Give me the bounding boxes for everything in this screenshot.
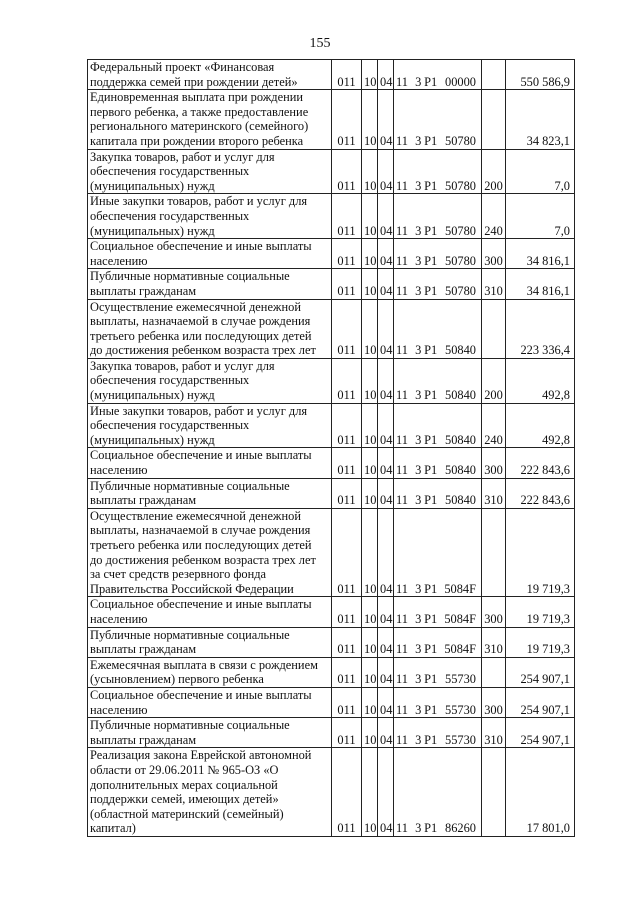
row-name-cell bbox=[88, 627, 332, 657]
row-name-line: за счет средств резервного фонда bbox=[90, 567, 267, 582]
row-name-line: (муниципальных) нужд bbox=[90, 432, 215, 447]
row-name-line: населению bbox=[90, 702, 148, 717]
csr-code bbox=[396, 224, 479, 239]
csr-code bbox=[396, 75, 479, 90]
table-row bbox=[88, 149, 575, 194]
rz-cell: 10 bbox=[362, 597, 378, 627]
csr-part: 11 bbox=[396, 732, 408, 747]
row-name-line: выплаты гражданам bbox=[90, 493, 197, 508]
table-row bbox=[88, 60, 575, 90]
row-name-line: третьего ребенка или последующих детей bbox=[90, 328, 312, 343]
rz-cell: 10 bbox=[362, 508, 378, 597]
csr-cell bbox=[394, 299, 482, 358]
sum-cell: 34 823,1 bbox=[506, 90, 575, 149]
sum-cell: 222 843,6 bbox=[506, 478, 575, 508]
row-name-cell bbox=[88, 90, 332, 149]
csr-part: 11 bbox=[396, 642, 408, 657]
row-name-line: поддержки семей, имеющих детей» bbox=[90, 792, 279, 807]
rz-cell: 10 bbox=[362, 269, 378, 299]
row-name-line: Ежемесячная выплата в связи с рождением bbox=[90, 657, 318, 672]
row-name-line: выплаты, назначаемой в случае рождения bbox=[90, 523, 311, 538]
table-row bbox=[88, 194, 575, 239]
vr-cell: 200 bbox=[482, 358, 506, 403]
table-row bbox=[88, 269, 575, 299]
csr-part: 11 bbox=[396, 672, 408, 687]
vr-cell bbox=[482, 657, 506, 687]
row-name-line: Правительства Российской Федерации bbox=[90, 581, 294, 596]
ved-cell: 011 bbox=[332, 478, 362, 508]
csr-cell bbox=[394, 718, 482, 748]
ved-cell: 011 bbox=[332, 508, 362, 597]
csr-part: P1 bbox=[424, 821, 438, 836]
csr-part: 3 bbox=[415, 463, 422, 478]
rz-cell: 10 bbox=[362, 448, 378, 478]
csr-code bbox=[396, 463, 479, 478]
table-row bbox=[88, 239, 575, 269]
pr-cell: 04 bbox=[378, 597, 394, 627]
sum-cell: 550 586,9 bbox=[506, 60, 575, 90]
csr-part: 86260 bbox=[445, 821, 476, 836]
csr-part: P1 bbox=[424, 463, 438, 478]
csr-part: 50780 bbox=[445, 223, 476, 238]
sum-cell: 222 843,6 bbox=[506, 448, 575, 478]
vr-cell: 300 bbox=[482, 687, 506, 717]
vr-cell: 310 bbox=[482, 478, 506, 508]
row-name-line: Иные закупки товаров, работ и услуг для bbox=[90, 194, 308, 209]
csr-code bbox=[396, 612, 479, 627]
ved-cell: 011 bbox=[332, 149, 362, 194]
ved-cell: 011 bbox=[332, 358, 362, 403]
table-row bbox=[88, 748, 575, 837]
csr-cell bbox=[394, 90, 482, 149]
rz-cell: 10 bbox=[362, 657, 378, 687]
row-name-line: Публичные нормативные социальные bbox=[90, 269, 290, 284]
vr-cell bbox=[482, 508, 506, 597]
row-name-line: до достижения ребенком возраста трех лет bbox=[90, 343, 316, 358]
csr-code bbox=[396, 388, 479, 403]
csr-code bbox=[396, 493, 479, 508]
ved-cell: 011 bbox=[332, 403, 362, 448]
csr-cell bbox=[394, 478, 482, 508]
row-name-cell bbox=[88, 194, 332, 239]
table-row bbox=[88, 90, 575, 149]
csr-part: P1 bbox=[424, 672, 438, 687]
rz-cell: 10 bbox=[362, 478, 378, 508]
row-name-line: Социальное обеспечение и иные выплаты bbox=[90, 597, 312, 612]
ved-cell: 011 bbox=[332, 60, 362, 90]
csr-part: 3 bbox=[415, 493, 422, 508]
row-name-line: населению bbox=[90, 463, 148, 478]
csr-cell bbox=[394, 748, 482, 837]
rz-cell: 10 bbox=[362, 194, 378, 239]
vr-cell: 310 bbox=[482, 718, 506, 748]
sum-cell: 19 719,3 bbox=[506, 597, 575, 627]
row-name-cell bbox=[88, 657, 332, 687]
ved-cell: 011 bbox=[332, 627, 362, 657]
rz-cell: 10 bbox=[362, 718, 378, 748]
vr-cell bbox=[482, 90, 506, 149]
vr-cell bbox=[482, 60, 506, 90]
sum-cell: 492,8 bbox=[506, 403, 575, 448]
csr-part: 3 bbox=[415, 223, 422, 238]
csr-part: 50840 bbox=[445, 388, 476, 403]
ved-cell: 011 bbox=[332, 748, 362, 837]
table-body bbox=[88, 60, 575, 837]
csr-part: 11 bbox=[396, 581, 408, 596]
csr-part: P1 bbox=[424, 493, 438, 508]
row-name-cell bbox=[88, 718, 332, 748]
sum-cell: 19 719,3 bbox=[506, 627, 575, 657]
csr-code bbox=[396, 582, 479, 597]
ved-cell: 011 bbox=[332, 597, 362, 627]
row-name-cell bbox=[88, 299, 332, 358]
csr-part: P1 bbox=[424, 74, 438, 89]
ved-cell: 011 bbox=[332, 239, 362, 269]
ved-cell: 011 bbox=[332, 194, 362, 239]
csr-part: P1 bbox=[424, 611, 438, 626]
row-name-line: капитала при рождении второго ребенка bbox=[90, 133, 304, 148]
pr-cell: 04 bbox=[378, 299, 394, 358]
csr-part: 3 bbox=[415, 702, 422, 717]
csr-part: 50840 bbox=[445, 493, 476, 508]
csr-code bbox=[396, 343, 479, 358]
row-name-cell bbox=[88, 269, 332, 299]
csr-part: 50780 bbox=[445, 133, 476, 148]
csr-part: 11 bbox=[396, 253, 408, 268]
row-name-line: Закупка товаров, работ и услуг для bbox=[90, 358, 275, 373]
csr-cell bbox=[394, 627, 482, 657]
csr-part: 00000 bbox=[445, 74, 476, 89]
row-name-line: (муниципальных) нужд bbox=[90, 223, 215, 238]
csr-part: 55730 bbox=[445, 732, 476, 747]
pr-cell: 04 bbox=[378, 239, 394, 269]
csr-part: 11 bbox=[396, 74, 408, 89]
csr-part: 50780 bbox=[445, 253, 476, 268]
row-name-line: третьего ребенка или последующих детей bbox=[90, 538, 312, 552]
sum-cell: 254 907,1 bbox=[506, 657, 575, 687]
row-name-cell bbox=[88, 239, 332, 269]
sum-cell: 34 816,1 bbox=[506, 239, 575, 269]
vr-cell: 240 bbox=[482, 194, 506, 239]
csr-cell bbox=[394, 194, 482, 239]
pr-cell: 04 bbox=[378, 403, 394, 448]
row-name-line: Публичные нормативные социальные bbox=[90, 718, 290, 733]
row-name-line: Единовременная выплата при рождении bbox=[90, 90, 303, 105]
csr-cell bbox=[394, 597, 482, 627]
row-name-line: капитал) bbox=[90, 821, 136, 836]
csr-part: P1 bbox=[424, 432, 438, 447]
vr-cell: 300 bbox=[482, 239, 506, 269]
csr-part: 55730 bbox=[445, 702, 476, 717]
row-name-line: Социальное обеспечение и иные выплаты bbox=[90, 448, 312, 463]
ved-cell: 011 bbox=[332, 657, 362, 687]
csr-part: 55730 bbox=[445, 672, 476, 687]
csr-code bbox=[396, 284, 479, 299]
table-row bbox=[88, 718, 575, 748]
csr-cell bbox=[394, 403, 482, 448]
table-row bbox=[88, 687, 575, 717]
row-name-line: выплаты гражданам bbox=[90, 283, 197, 298]
pr-cell: 04 bbox=[378, 60, 394, 90]
csr-part: 11 bbox=[396, 432, 408, 447]
csr-part: 50840 bbox=[445, 432, 476, 447]
table-row bbox=[88, 597, 575, 627]
pr-cell: 04 bbox=[378, 358, 394, 403]
sum-cell: 492,8 bbox=[506, 358, 575, 403]
row-name-line: обеспечения государственных bbox=[90, 164, 250, 179]
pr-cell: 04 bbox=[378, 194, 394, 239]
rz-cell: 10 bbox=[362, 149, 378, 194]
row-name-line: Иные закупки товаров, работ и услуг для bbox=[90, 403, 308, 418]
pr-cell: 04 bbox=[378, 687, 394, 717]
row-name-cell bbox=[88, 149, 332, 194]
row-name-line: регионального материнского (семейного) bbox=[90, 119, 309, 134]
table-row bbox=[88, 299, 575, 358]
csr-part: 3 bbox=[415, 133, 422, 148]
csr-part: 11 bbox=[396, 133, 408, 148]
table-row bbox=[88, 448, 575, 478]
csr-part: 50780 bbox=[445, 283, 476, 298]
row-name-line: выплаты гражданам bbox=[90, 732, 197, 747]
csr-cell bbox=[394, 657, 482, 687]
pr-cell: 04 bbox=[378, 718, 394, 748]
pr-cell: 04 bbox=[378, 448, 394, 478]
csr-part: 3 bbox=[415, 611, 422, 626]
row-name-cell bbox=[88, 60, 332, 90]
ved-cell: 011 bbox=[332, 299, 362, 358]
vr-cell: 310 bbox=[482, 269, 506, 299]
csr-part: P1 bbox=[424, 581, 438, 596]
csr-part: 3 bbox=[415, 732, 422, 747]
csr-part: 11 bbox=[396, 611, 408, 626]
csr-part: P1 bbox=[424, 223, 438, 238]
rz-cell: 10 bbox=[362, 627, 378, 657]
pr-cell: 04 bbox=[378, 508, 394, 597]
csr-part: 3 bbox=[415, 253, 422, 268]
csr-part: 5084F bbox=[444, 611, 476, 626]
sum-cell: 19 719,3 bbox=[506, 508, 575, 597]
row-name-line: Осуществление ежемесячной денежной bbox=[90, 508, 301, 523]
csr-cell bbox=[394, 358, 482, 403]
csr-code bbox=[396, 821, 479, 836]
csr-code bbox=[396, 733, 479, 748]
vr-cell bbox=[482, 748, 506, 837]
row-name-cell bbox=[88, 748, 332, 837]
csr-code bbox=[396, 134, 479, 149]
row-name-line: Публичные нормативные социальные bbox=[90, 627, 290, 642]
row-name-line: Закупка товаров, работ и услуг для bbox=[90, 149, 275, 164]
row-name-line: Осуществление ежемесячной денежной bbox=[90, 299, 301, 314]
table-row bbox=[88, 358, 575, 403]
rz-cell: 10 bbox=[362, 358, 378, 403]
row-name-line: выплаты гражданам bbox=[90, 642, 197, 657]
ved-cell: 011 bbox=[332, 90, 362, 149]
csr-part: 11 bbox=[396, 283, 408, 298]
vr-cell: 300 bbox=[482, 448, 506, 478]
row-name-line: населению bbox=[90, 611, 148, 626]
row-name-line: первого ребенка, а также предоставление bbox=[90, 104, 309, 119]
row-name-line: (муниципальных) нужд bbox=[90, 178, 215, 193]
pr-cell: 04 bbox=[378, 269, 394, 299]
row-name-line: Реализация закона Еврейской автономной bbox=[90, 748, 312, 763]
csr-cell bbox=[394, 508, 482, 597]
table-row bbox=[88, 508, 575, 597]
table-row bbox=[88, 478, 575, 508]
csr-part: 11 bbox=[396, 388, 408, 403]
csr-part: 11 bbox=[396, 343, 408, 358]
csr-code bbox=[396, 642, 479, 657]
pr-cell: 04 bbox=[378, 627, 394, 657]
table-row bbox=[88, 627, 575, 657]
row-name-line: Социальное обеспечение и иные выплаты bbox=[90, 687, 312, 702]
csr-part: 11 bbox=[396, 493, 408, 508]
row-name-cell bbox=[88, 597, 332, 627]
row-name-line: поддержка семей при рождении детей» bbox=[90, 74, 298, 89]
rz-cell: 10 bbox=[362, 90, 378, 149]
row-name-cell bbox=[88, 403, 332, 448]
sum-cell: 223 336,4 bbox=[506, 299, 575, 358]
vr-cell: 310 bbox=[482, 627, 506, 657]
budget-table bbox=[87, 59, 575, 837]
csr-code bbox=[396, 433, 479, 448]
table-row bbox=[88, 657, 575, 687]
csr-part: 50840 bbox=[445, 463, 476, 478]
ved-cell: 011 bbox=[332, 269, 362, 299]
csr-part: 11 bbox=[396, 223, 408, 238]
csr-part: 11 bbox=[396, 178, 408, 193]
row-name-line: (областной материнский (семейный) bbox=[90, 806, 284, 821]
row-name-line: (усыновлением) первого ребенка bbox=[90, 672, 264, 687]
csr-part: P1 bbox=[424, 343, 438, 358]
pr-cell: 04 bbox=[378, 149, 394, 194]
csr-part: P1 bbox=[424, 253, 438, 268]
row-name-line: обеспечения государственных bbox=[90, 373, 250, 388]
csr-cell bbox=[394, 60, 482, 90]
csr-part: 11 bbox=[396, 702, 408, 717]
row-name-cell bbox=[88, 448, 332, 478]
csr-part: 3 bbox=[415, 581, 422, 596]
row-name-line: области от 29.06.2011 № 965-ОЗ «О bbox=[90, 762, 279, 777]
csr-code bbox=[396, 179, 479, 194]
row-name-cell bbox=[88, 478, 332, 508]
csr-part: P1 bbox=[424, 388, 438, 403]
pr-cell: 04 bbox=[378, 478, 394, 508]
csr-part: P1 bbox=[424, 732, 438, 747]
csr-code bbox=[396, 672, 479, 687]
row-name-line: обеспечения государственных bbox=[90, 418, 250, 433]
row-name-line: Социальное обеспечение и иные выплаты bbox=[90, 239, 312, 254]
row-name-cell bbox=[88, 687, 332, 717]
page-number: 155 bbox=[309, 36, 331, 51]
csr-part: 5084F bbox=[444, 642, 476, 657]
sum-cell: 254 907,1 bbox=[506, 718, 575, 748]
row-name-cell bbox=[88, 508, 332, 597]
vr-cell: 240 bbox=[482, 403, 506, 448]
csr-part: 50780 bbox=[445, 178, 476, 193]
pr-cell: 04 bbox=[378, 657, 394, 687]
vr-cell: 200 bbox=[482, 149, 506, 194]
csr-code bbox=[396, 703, 479, 718]
csr-part: P1 bbox=[424, 283, 438, 298]
rz-cell: 10 bbox=[362, 748, 378, 837]
ved-cell: 011 bbox=[332, 687, 362, 717]
csr-part: 3 bbox=[415, 821, 422, 836]
row-name-line: (муниципальных) нужд bbox=[90, 388, 215, 403]
csr-part: P1 bbox=[424, 178, 438, 193]
sum-cell: 254 907,1 bbox=[506, 687, 575, 717]
csr-part: 11 bbox=[396, 821, 408, 836]
rz-cell: 10 bbox=[362, 239, 378, 269]
csr-part: 5084F bbox=[444, 581, 476, 596]
row-name-line: до достижения ребенком возраста трех лет bbox=[90, 552, 316, 567]
rz-cell: 10 bbox=[362, 60, 378, 90]
csr-cell bbox=[394, 448, 482, 478]
row-name-line: дополнительных мерах социальной bbox=[90, 777, 278, 792]
csr-part: 3 bbox=[415, 74, 422, 89]
csr-part: P1 bbox=[424, 133, 438, 148]
csr-part: 11 bbox=[396, 463, 408, 478]
csr-part: 3 bbox=[415, 178, 422, 193]
row-name-line: Федеральный проект «Финансовая bbox=[90, 60, 275, 74]
csr-cell bbox=[394, 687, 482, 717]
sum-cell: 34 816,1 bbox=[506, 269, 575, 299]
pr-cell: 04 bbox=[378, 748, 394, 837]
csr-part: 3 bbox=[415, 343, 422, 358]
vr-cell bbox=[482, 299, 506, 358]
ved-cell: 011 bbox=[332, 448, 362, 478]
table-row bbox=[88, 403, 575, 448]
row-name-line: населению bbox=[90, 253, 148, 268]
pr-cell: 04 bbox=[378, 90, 394, 149]
csr-cell bbox=[394, 269, 482, 299]
sum-cell: 7,0 bbox=[506, 149, 575, 194]
rz-cell: 10 bbox=[362, 299, 378, 358]
row-name-line: Публичные нормативные социальные bbox=[90, 478, 290, 493]
vr-cell: 300 bbox=[482, 597, 506, 627]
csr-part: 3 bbox=[415, 388, 422, 403]
csr-part: 50840 bbox=[445, 343, 476, 358]
csr-part: P1 bbox=[424, 642, 438, 657]
csr-part: P1 bbox=[424, 702, 438, 717]
rz-cell: 10 bbox=[362, 687, 378, 717]
row-name-cell bbox=[88, 358, 332, 403]
csr-cell bbox=[394, 149, 482, 194]
row-name-line: обеспечения государственных bbox=[90, 208, 250, 223]
csr-part: 3 bbox=[415, 283, 422, 298]
csr-code bbox=[396, 254, 479, 269]
csr-part: 3 bbox=[415, 432, 422, 447]
csr-part: 3 bbox=[415, 642, 422, 657]
row-name-line: выплаты, назначаемой в случае рождения bbox=[90, 314, 311, 329]
rz-cell: 10 bbox=[362, 403, 378, 448]
sum-cell: 17 801,0 bbox=[506, 748, 575, 837]
csr-cell bbox=[394, 239, 482, 269]
ved-cell: 011 bbox=[332, 718, 362, 748]
csr-part: 3 bbox=[415, 672, 422, 687]
sum-cell: 7,0 bbox=[506, 194, 575, 239]
